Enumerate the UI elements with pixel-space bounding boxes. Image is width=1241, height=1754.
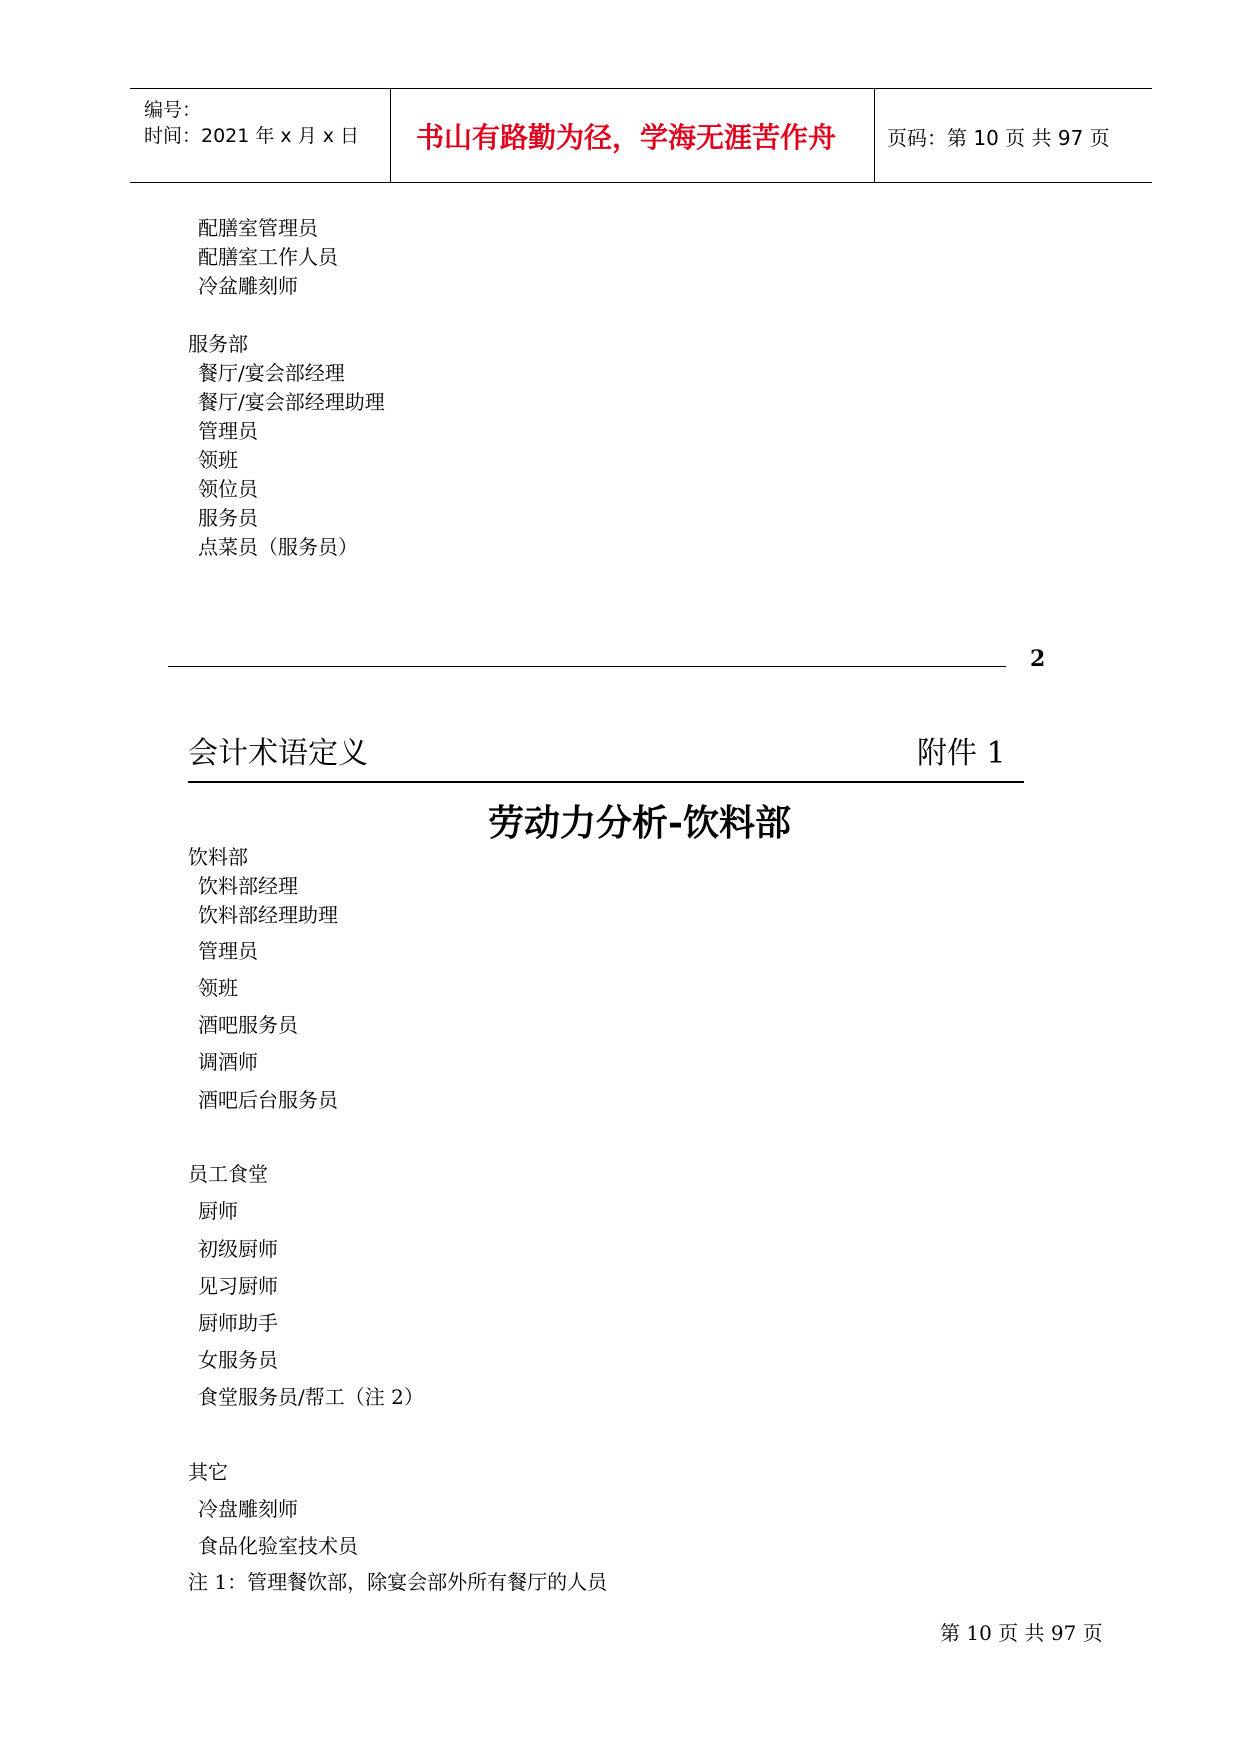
header-table (130, 88, 1152, 183)
list-item: 饮料部经理助理 (198, 903, 338, 927)
list-item: 冷盆雕刻师 (198, 274, 298, 298)
header-motto-cell (391, 89, 875, 182)
list-item: 配膳室管理员 (198, 216, 318, 240)
list-item: 管理员 (198, 419, 258, 443)
list-item: 调酒师 (198, 1050, 258, 1074)
time-label: 时间：2021 年 x 月 x 日 (144, 125, 360, 147)
section-left-title: 会计术语定义 (188, 736, 368, 771)
section-heading-other: 其它 (188, 1460, 228, 1484)
list-item: 服务员 (198, 506, 258, 530)
section-heading-canteen: 员工食堂 (188, 1162, 268, 1186)
section-right-title: 附件 1 (917, 736, 1006, 771)
list-item: 领班 (198, 448, 238, 472)
list-item: 酒吧服务员 (198, 1013, 298, 1037)
list-item: 初级厨师 (198, 1237, 278, 1261)
header-info-cell (130, 89, 391, 182)
list-item: 食品化验室技术员 (198, 1534, 358, 1558)
list-item: 见习厨师 (198, 1274, 278, 1298)
number-label: 编号： (144, 99, 202, 121)
note-1: 注 1：管理餐饮部，除宴会部外所有餐厅的人员 (188, 1570, 608, 1594)
list-item: 厨师 (198, 1199, 238, 1223)
list-item: 女服务员 (198, 1348, 278, 1372)
page-break-rule (168, 666, 1006, 667)
section-heading-beverage: 饮料部 (188, 845, 248, 869)
list-item: 配膳室工作人员 (198, 245, 338, 269)
list-item: 点菜员（服务员） (198, 535, 358, 559)
motto-text: 书山有路勤为径，学海无涯苦作舟 (416, 121, 837, 154)
list-item: 食堂服务员/帮工（注 2） (198, 1385, 424, 1409)
list-item: 餐厅/宴会部经理助理 (198, 390, 385, 414)
page-code: 页码：第 10 页 共 97 页 (887, 126, 1110, 150)
section-rule (188, 781, 1024, 783)
list-item: 冷盘雕刻师 (198, 1497, 298, 1521)
header-page-cell (875, 89, 1152, 182)
list-item: 饮料部经理 (198, 874, 298, 898)
page-marker: 2 (1030, 646, 1046, 672)
list-item: 餐厅/宴会部经理 (198, 361, 345, 385)
list-item: 管理员 (198, 939, 258, 963)
section-heading-service: 服务部 (188, 332, 248, 356)
list-item: 酒吧后台服务员 (198, 1088, 338, 1112)
list-item: 领班 (198, 976, 238, 1000)
list-item: 厨师助手 (198, 1311, 278, 1335)
page-footer: 第 10 页 共 97 页 (940, 1621, 1103, 1645)
list-item: 领位员 (198, 477, 258, 501)
page-title: 劳动力分析-饮料部 (488, 802, 791, 844)
